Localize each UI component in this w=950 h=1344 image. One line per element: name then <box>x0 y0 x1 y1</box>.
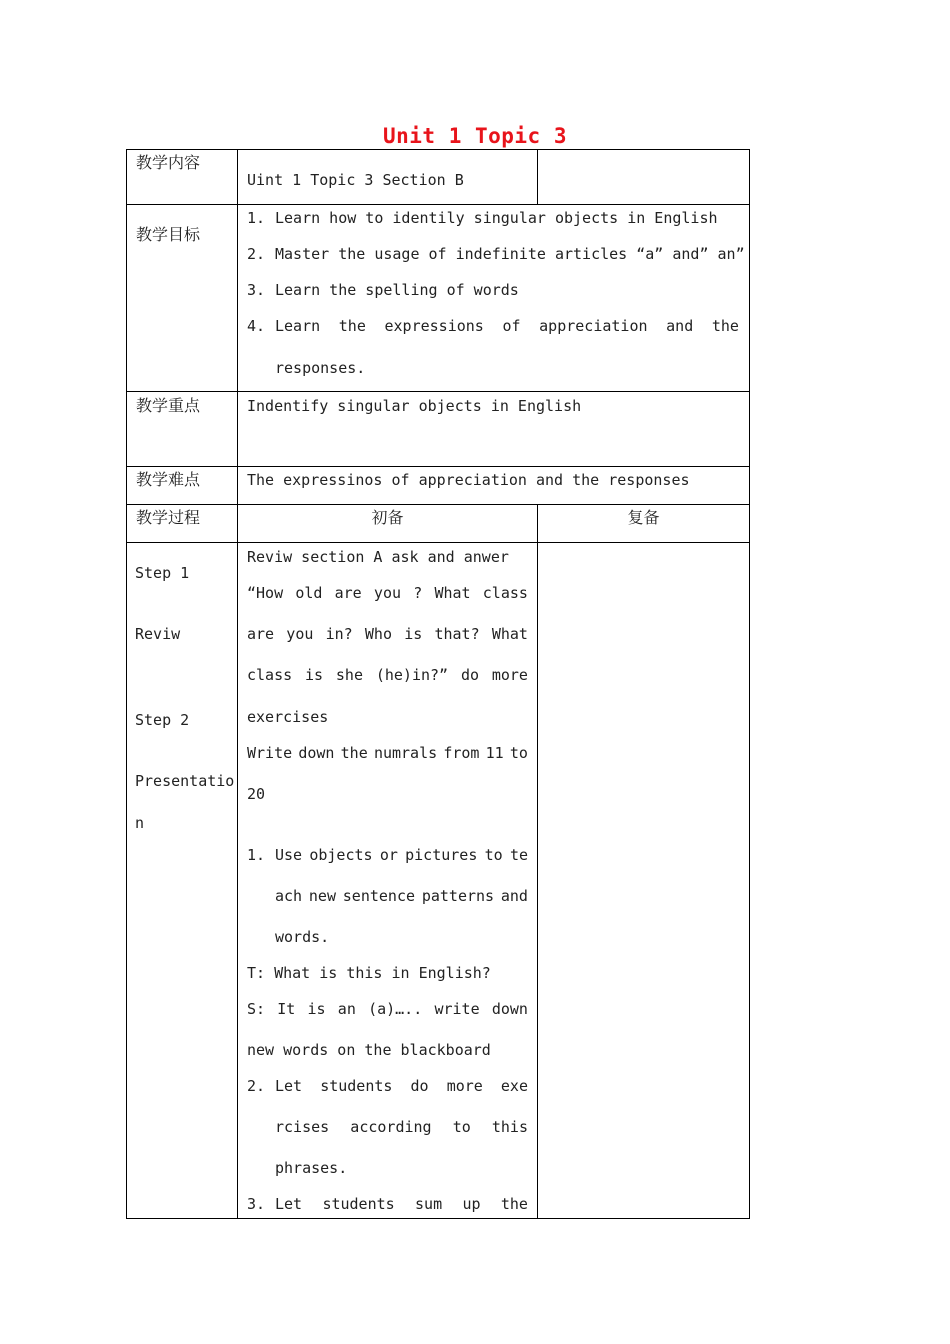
word: (he)in?” <box>375 666 449 684</box>
step1-name: Reviw <box>135 625 181 643</box>
word: new <box>308 887 336 905</box>
word: sentence <box>342 887 416 905</box>
word: the <box>338 317 366 335</box>
word: is <box>307 1000 326 1018</box>
word: or <box>379 846 398 864</box>
word: class <box>247 666 293 684</box>
body-line-justified <box>247 999 528 1019</box>
word: more <box>446 1077 483 1095</box>
word: Who <box>364 625 392 643</box>
body-line-justified <box>247 583 528 603</box>
word: to <box>452 1118 471 1136</box>
word: exe <box>500 1077 528 1095</box>
body-line: phrases. <box>275 1159 348 1177</box>
word: she <box>335 666 363 684</box>
word: an <box>337 1000 356 1018</box>
item-num: 2. <box>247 1077 266 1095</box>
body-line-justified <box>247 665 528 685</box>
item-num: 1. <box>247 846 266 864</box>
word: students <box>322 1195 395 1213</box>
body-line-justified <box>247 743 528 763</box>
step2-name-a: Presentatio <box>135 772 235 790</box>
label-key-points: 教学重点 <box>136 396 201 415</box>
word: (a)….. <box>368 1000 423 1018</box>
word: the <box>711 317 739 335</box>
goal-text: Learn the spelling of words <box>275 281 519 299</box>
word: to <box>509 744 528 762</box>
goal-num: 2. <box>247 245 266 263</box>
word: te <box>509 846 528 864</box>
word: What <box>434 584 471 602</box>
goal-num: 1. <box>247 209 266 227</box>
word: Let <box>275 1195 303 1213</box>
word: rcises <box>275 1118 330 1136</box>
word: expressions <box>384 317 484 335</box>
word: that? <box>434 625 480 643</box>
word: old <box>295 584 323 602</box>
word: pictures <box>405 846 478 864</box>
word: Use <box>275 846 303 864</box>
page-title: Unit 1 Topic 3 <box>382 124 567 148</box>
item-num: 3. <box>247 1195 266 1213</box>
content-text: Uint 1 Topic 3 Section B <box>247 171 464 189</box>
word: up <box>462 1195 481 1213</box>
goal-num: 3. <box>247 281 266 299</box>
word: Let <box>275 1077 303 1095</box>
body-line: 20 <box>247 785 266 803</box>
label-process: 教学过程 <box>136 508 201 527</box>
col-first-prep: 初备 <box>371 508 404 527</box>
goal-num: 4. <box>247 317 266 335</box>
label-difficulties: 教学难点 <box>136 470 201 489</box>
word: more <box>491 666 528 684</box>
word: are <box>247 625 275 643</box>
body-line: words. <box>275 928 330 946</box>
col-second-prep: 复备 <box>627 508 660 527</box>
word: patterns <box>421 887 495 905</box>
word: Write <box>247 744 293 762</box>
body-line: T: What is this in English? <box>247 964 491 982</box>
body-line-justified <box>275 886 528 906</box>
body-line-justified <box>275 1194 528 1214</box>
word: and <box>666 317 694 335</box>
word: the <box>500 1195 528 1213</box>
step2-label: Step 2 <box>135 711 190 729</box>
label-goals: 教学目标 <box>136 225 201 244</box>
word: Learn <box>275 317 321 335</box>
label-content: 教学内容 <box>136 153 201 172</box>
body-line-justified <box>275 1076 528 1096</box>
word: you <box>373 584 402 602</box>
word: numrals <box>373 744 438 762</box>
body-line-justified <box>275 1117 528 1137</box>
word: sum <box>415 1195 443 1213</box>
word: appreciation <box>539 317 648 335</box>
word: to <box>484 846 503 864</box>
word: What <box>491 625 528 643</box>
word: according <box>350 1118 432 1136</box>
word: down <box>298 744 335 762</box>
goal-text: Learn how to identily singular objects in English <box>275 209 718 227</box>
body-line: new words on the blackboard <box>247 1041 491 1059</box>
word: students <box>320 1077 393 1095</box>
word: in? <box>325 625 353 643</box>
difficulties-text: The expressinos of appreciation and the responses <box>247 471 690 489</box>
word: do <box>460 666 479 684</box>
word: 11 <box>485 744 504 762</box>
word: from <box>443 744 480 762</box>
body-line-justified <box>275 845 528 865</box>
goal-text-justified <box>275 316 739 336</box>
body-line: exercises <box>247 708 329 726</box>
word: the <box>340 744 368 762</box>
word: It <box>277 1000 296 1018</box>
goal-text-cont: responses. <box>275 359 366 377</box>
step1-label: Step 1 <box>135 564 190 582</box>
word: S: <box>247 1000 266 1018</box>
goal-text: Master the usage of indefinite articles “a” and” an” <box>275 245 745 263</box>
body-line-justified <box>247 624 528 644</box>
body-line: Reviw section A ask and anwer <box>247 548 509 566</box>
word: ach <box>275 887 303 905</box>
word: are <box>334 584 362 602</box>
word: do <box>410 1077 429 1095</box>
word: class <box>482 584 528 602</box>
word: objects <box>309 846 373 864</box>
word: this <box>491 1118 528 1136</box>
step2-name-b: n <box>135 814 145 832</box>
word: and <box>500 887 528 905</box>
word: ? <box>413 584 423 602</box>
word: of <box>502 317 521 335</box>
word: “How <box>247 584 284 602</box>
word: is <box>305 666 324 684</box>
key-points-text: Indentify singular objects in English <box>247 397 582 415</box>
word: is <box>404 625 423 643</box>
word: write <box>434 1000 480 1018</box>
word: you <box>286 625 314 643</box>
word: down <box>491 1000 528 1018</box>
